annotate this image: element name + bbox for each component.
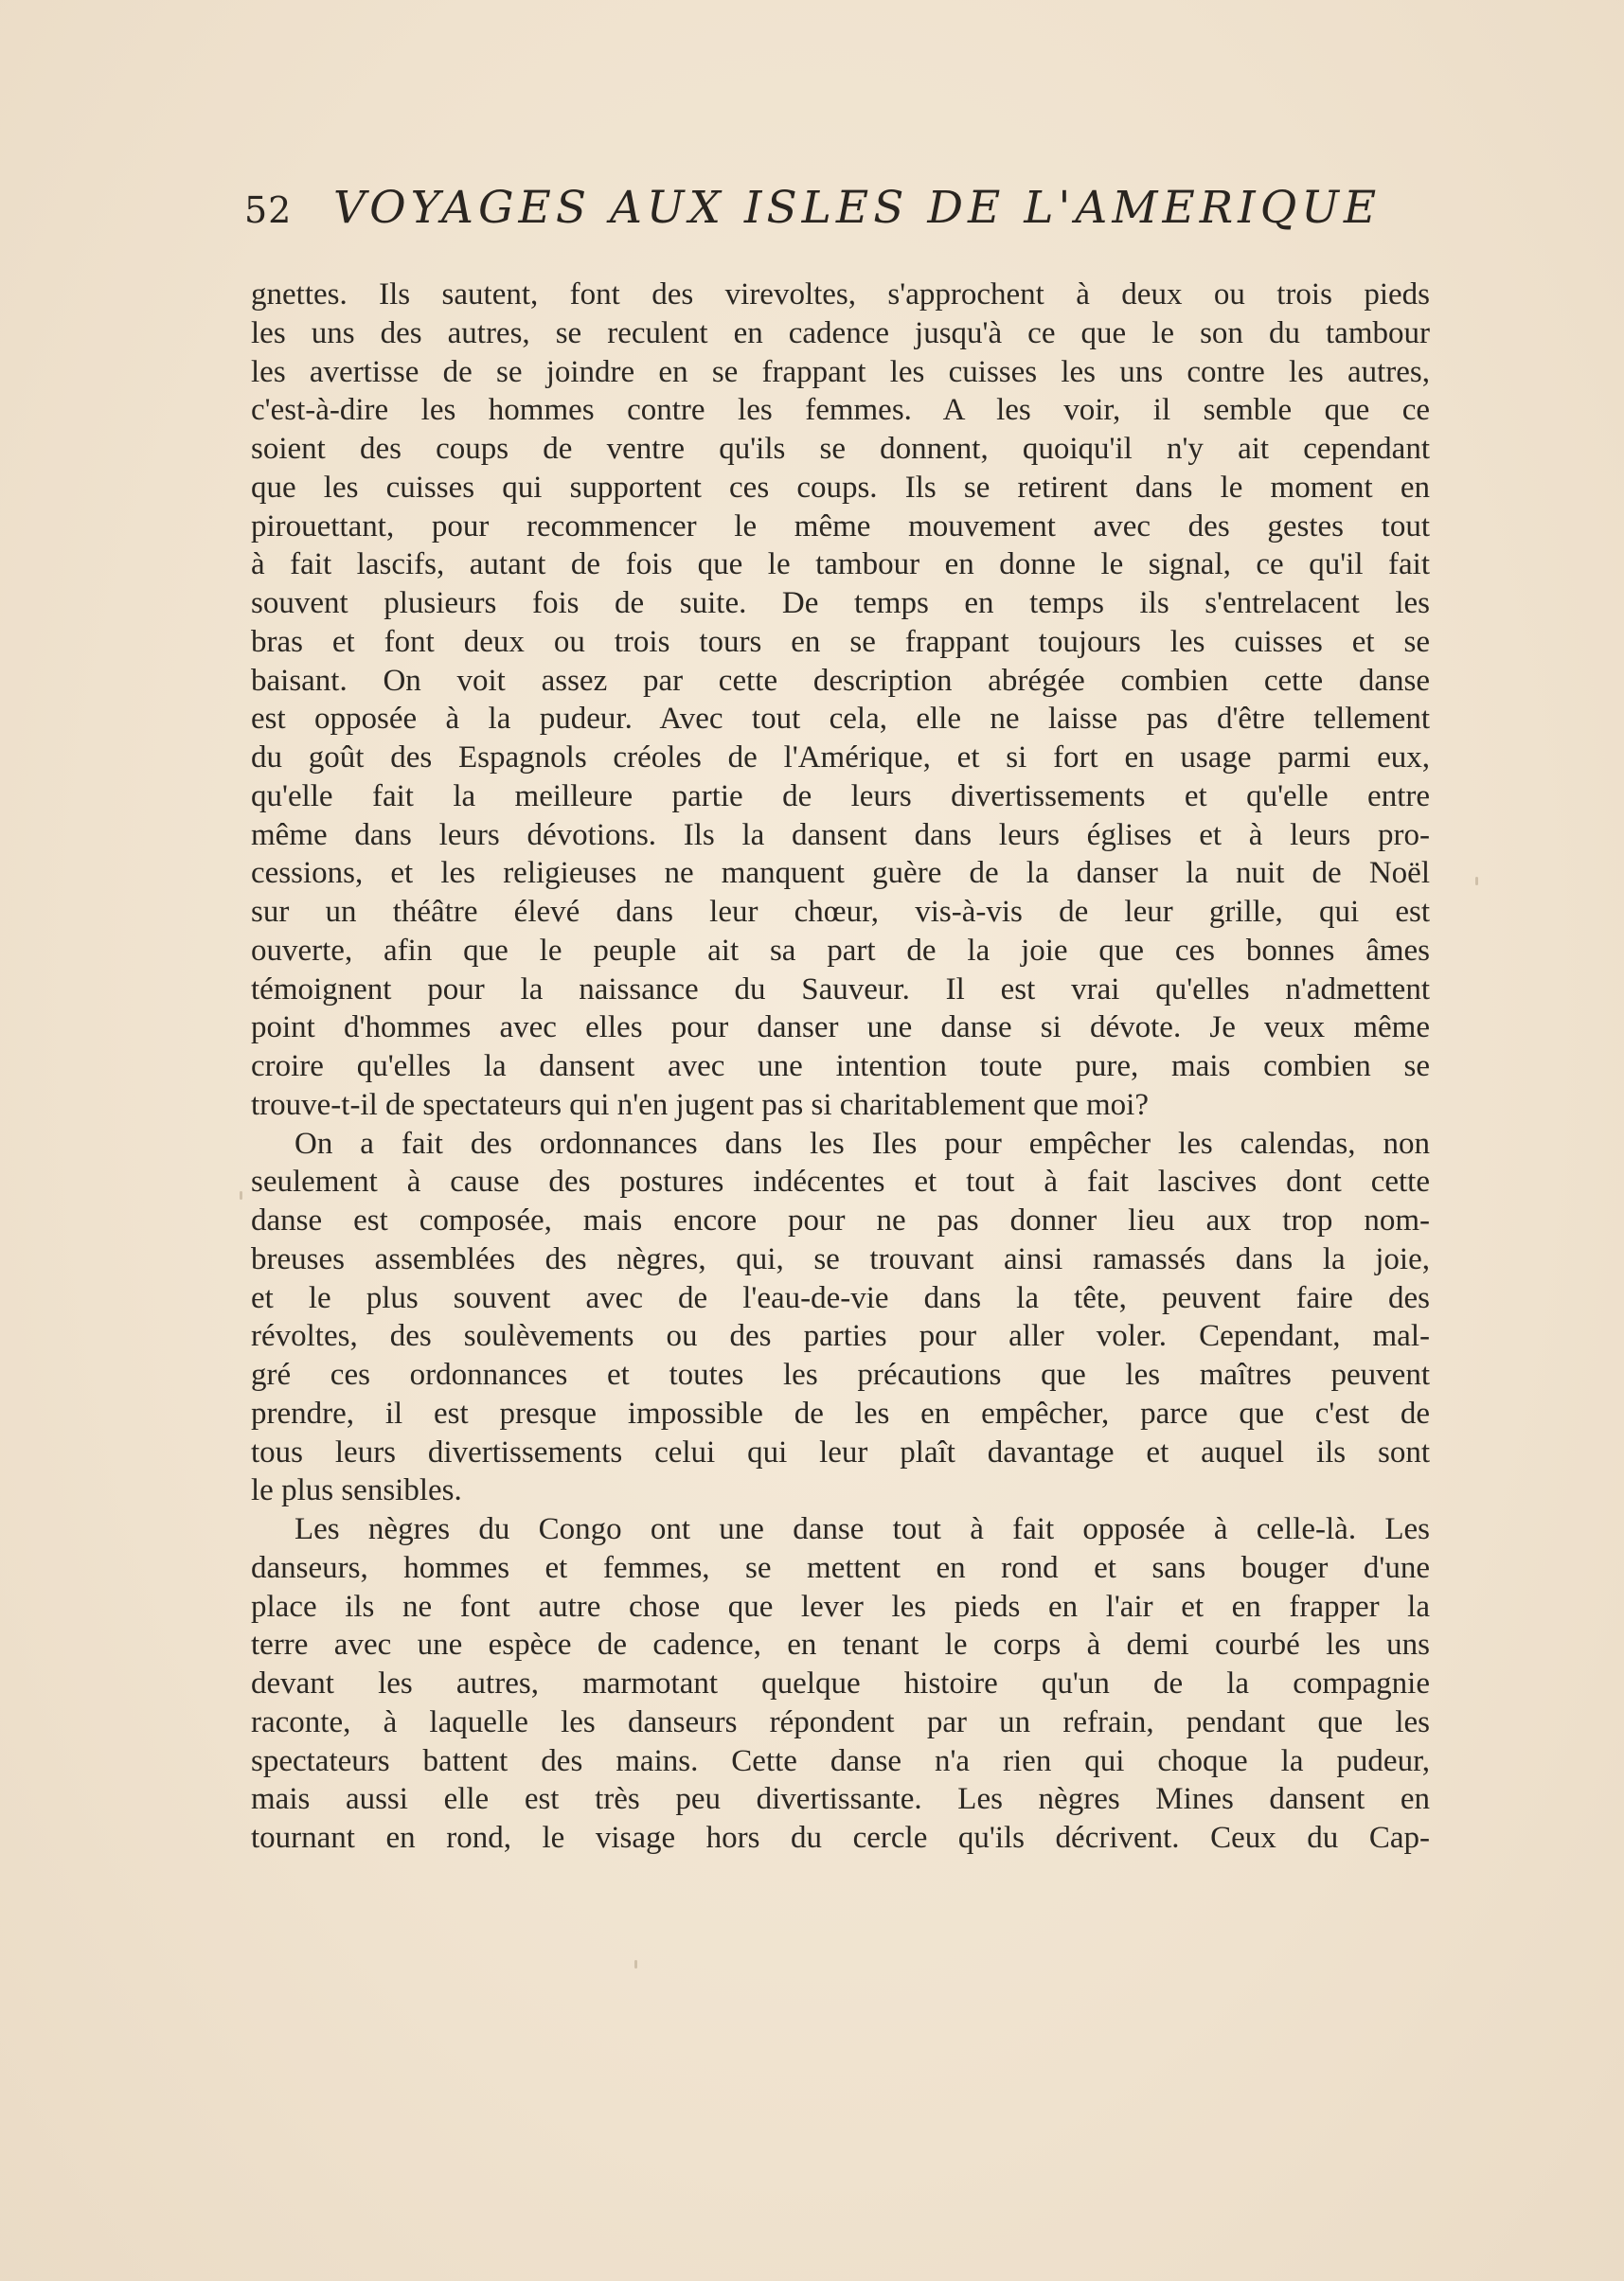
text-line: danse est composée, mais encore pour ne pas donner lieu aux trop nom-	[251, 1203, 1430, 1238]
text-line: cessions, et les religieuses ne manquent guère de la danser la nuit de Noël	[251, 856, 1430, 891]
text-line: ouverte, afin que le peuple ait sa part de la joie que ces bonnes âmes	[251, 933, 1430, 968]
running-head: VOYAGES AUX ISLES DE L'AMERIQUE	[333, 182, 1382, 234]
text-line: souvent plusieurs fois de suite. De temps en temps ils s'entrelacent les	[251, 586, 1430, 620]
text-line: croire qu'elles la dansent avec une intention toute pure, mais combien se	[251, 1049, 1430, 1083]
paragraph-1	[251, 276, 1430, 1125]
page-header	[244, 182, 1428, 248]
page-number: 52	[244, 189, 293, 231]
paper-speck	[240, 1191, 242, 1200]
body-text	[251, 276, 1430, 1858]
text-line: même dans leurs dévotions. Ils la dansent dans leurs églises et à leurs pro-	[251, 817, 1430, 852]
text-line: du goût des Espagnols créoles de l'Amérique, et si fort en usage parmi eux,	[251, 740, 1430, 775]
text-line: tournant en rond, le visage hors du cercle qu'ils décrivent. Ceux du Cap-	[251, 1821, 1430, 1855]
text-line: qu'elle fait la meilleure partie de leurs divertissements et qu'elle entre	[251, 778, 1430, 813]
text-line: spectateurs battent des mains. Cette danse n'a rien qui choque la pudeur,	[251, 1743, 1430, 1778]
text-line: que les cuisses qui supportent ces coups. Ils se retirent dans le moment en	[251, 470, 1430, 505]
text-line: révoltes, des soulèvements ou des parties pour aller voler. Cependant, mal-	[251, 1319, 1430, 1354]
text-line: On a fait des ordonnances dans les Iles pour empêcher les calendas, non	[294, 1126, 1430, 1161]
text-line: point d'hommes avec elles pour danser une danse si dévote. Je veux même	[251, 1010, 1430, 1045]
text-line: gnettes. Ils sautent, font des virevoltes, s'approchent à deux ou trois pieds	[251, 277, 1430, 312]
text-line: prendre, il est presque impossible de les en empêcher, parce que c'est de	[251, 1396, 1430, 1431]
text-line: danseurs, hommes et femmes, se mettent en rond et sans bouger d'une	[251, 1550, 1430, 1585]
paper-speck	[1475, 877, 1478, 885]
text-line: tous leurs divertissements celui qui leur plaît davantage et auquel ils sont	[251, 1435, 1430, 1470]
text-line: breuses assemblées des nègres, qui, se trouvant ainsi ramassés dans la joie,	[251, 1241, 1430, 1276]
paragraph-2	[251, 1125, 1430, 1511]
text-line: témoignent pour la naissance du Sauveur. Il est vrai qu'elles n'admettent	[251, 971, 1430, 1007]
text-line: terre avec une espèce de cadence, en tenant le corps à demi courbé les uns	[251, 1628, 1430, 1663]
text-line: et le plus souvent avec de l'eau-de-vie dans la tête, peuvent faire des	[251, 1280, 1430, 1315]
text-line: à fait lascifs, autant de fois que le tambour en donne le signal, ce qu'il fait	[251, 547, 1430, 582]
text-line: bras et font deux ou trois tours en se frappant toujours les cuisses et se	[251, 624, 1430, 659]
text-line: c'est-à-dire les hommes contre les femmes. A les voir, il semble que ce	[251, 393, 1430, 428]
text-line: place ils ne font autre chose que lever les pieds en l'air et en frapper la	[251, 1589, 1430, 1624]
text-line: Les nègres du Congo ont une danse tout à fait opposée à celle-là. Les	[294, 1512, 1430, 1546]
paragraph-3	[251, 1510, 1430, 1858]
text-line: pirouettant, pour recommencer le même mouvement avec des gestes tout	[251, 508, 1430, 544]
paper-speck	[634, 1960, 637, 1969]
text-line: sur un théâtre élevé dans leur chœur, vis-à-vis de leur grille, qui est	[251, 895, 1430, 929]
text-line: est opposée à la pudeur. Avec tout cela, elle ne laisse pas d'être tellement	[251, 702, 1430, 737]
text-line: les uns des autres, se reculent en cadence jusqu'à ce que le son du tambour	[251, 315, 1430, 350]
text-line: les avertisse de se joindre en se frappant les cuisses les uns contre les autres,	[251, 354, 1430, 389]
text-line: devant les autres, marmotant quelque histoire qu'un de la compagnie	[251, 1666, 1430, 1701]
text-line: gré ces ordonnances et toutes les précautions que les maîtres peuvent	[251, 1358, 1430, 1392]
text-line: soient des coups de ventre qu'ils se donnent, quoiqu'il n'y ait cependant	[251, 432, 1430, 466]
text-line: le plus sensibles.	[251, 1473, 462, 1508]
text-line: baisant. On voit assez par cette description abrégée combien cette danse	[251, 663, 1430, 698]
text-line: raconte, à laquelle les danseurs répondent par un refrain, pendant que les	[251, 1704, 1430, 1739]
text-line: mais aussi elle est très peu divertissante. Les nègres Mines dansent en	[251, 1782, 1430, 1817]
text-line: seulement à cause des postures indécentes et tout à fait lascives dont cette	[251, 1165, 1430, 1200]
text-line: trouve-t-il de spectateurs qui n'en jugent pas si charitablement que moi?	[251, 1087, 1149, 1122]
